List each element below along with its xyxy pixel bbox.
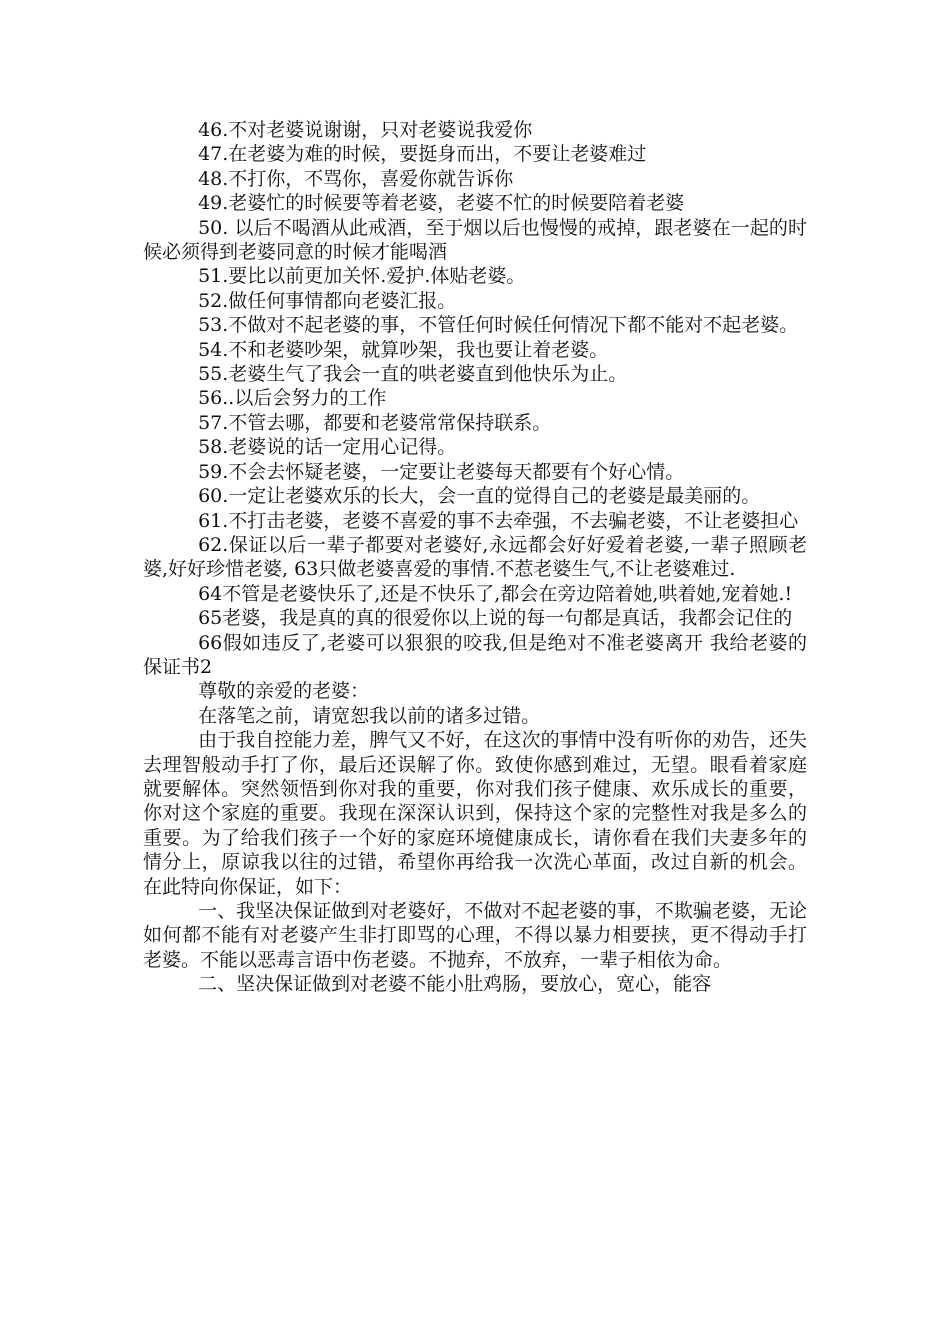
paragraph-62-63: 62.保证以后一辈子都要对老婆好,永远都会好好爱着老婆,一辈子照顾老婆,好好珍惜老婆, 63只做老婆喜爱的事情.不惹老婆生气,不让老婆难过. <box>143 533 807 581</box>
paragraph-54: 54.不和老婆吵架，就算吵架，我也要让着老婆。 <box>198 338 609 361</box>
paragraph-50: 50. 以后不喝酒从此戒酒，至于烟以后也慢慢的戒掉，跟老婆在一起的时候必须得到老婆同意的时候才能喝酒 <box>143 216 807 264</box>
paragraph-53: 53.不做对不起老婆的事，不管任何时候任何情况下都不能对不起老婆。 <box>198 314 799 337</box>
document-page <box>143 118 807 997</box>
paragraph-59: 59.不会去怀疑老婆，一定要让老婆每天都要有个好心情。 <box>198 460 685 483</box>
paragraph-52: 52.做任何事情都向老婆汇报。 <box>198 289 457 312</box>
paragraph-55: 55.老婆生气了我会一直的哄老婆直到他快乐为止。 <box>198 363 628 386</box>
paragraph-66: 66假如违反了,老婆可以狠狠的咬我,但是绝对不准老婆离开 我给老婆的保证书2 <box>143 631 807 678</box>
paragraph-49: 49.老婆忙的时候要等着老婆，老婆不忙的时候要陪着老婆 <box>198 192 685 215</box>
paragraph-64: 64不管是老婆快乐了,还是不快乐了,都会在旁边陪着她,哄着她,宠着她.! <box>198 582 793 605</box>
letter-salutation: 尊敬的亲爱的老婆： <box>198 680 370 703</box>
paragraph-47: 47.在老婆为难的时候，要挺身而出，不要让老婆难过 <box>198 143 647 166</box>
paragraph-65: 65老婆，我是真的真的很爱你以上说的每一句都是真话，我都会记住的 <box>198 607 793 630</box>
letter-body: 由于我自控能力差，脾气又不好，在这次的事情中没有听你的劝告，还失去理智般动手打了你，最后还误解了你。致使你感到难过，无望。眼看着家庭就要解体。突然领悟到你对我的重要，你对我们孩子健康、欢乐成长的重要，你对这个家庭的重要。我现在深深认识到，保持这个家的完整性对我是多么的重要。为了给我们孩子一个好的家庭环境健康成长，请你看在我们夫妻多年的情分上，原谅我以往的过错，希望你再给我一次洗心革面，改过自新的机会。在此特向你保证，如下： <box>143 729 807 898</box>
paragraph-46: 46.不对老婆说谢谢，只对老婆说我爱你 <box>198 119 533 141</box>
pledge-item-1: 一、我坚决保证做到对老婆好，不做对不起老婆的事，不欺骗老婆，无论如何都不能有对老婆产生非打即骂的心理，不得以暴力相要挟，更不得动手打老婆。不能以恶毒言语中伤老婆。不抛弃，不放弃，一辈子相依为命。 <box>143 900 807 971</box>
paragraph-48: 48.不打你，不骂你，喜爱你就告诉你 <box>198 167 514 190</box>
paragraph-61: 61.不打击老婆，老婆不喜爱的事不去牵强，不去骗老婆，不让老婆担心 <box>198 509 799 532</box>
paragraph-51: 51.要比以前更加关怀.爱护.体贴老婆。 <box>198 265 526 288</box>
letter-opening: 在落笔之前，请宽恕我以前的诸多过错。 <box>198 704 541 727</box>
paragraph-57: 57.不管去哪，都要和老婆常常保持联系。 <box>198 411 552 434</box>
paragraph-58: 58.老婆说的话一定用心记得。 <box>198 436 457 459</box>
pledge-item-2: 二、坚决保证做到对老婆不能小肚鸡肠，要放心，宽心，能容 <box>198 973 712 996</box>
paragraph-60: 60.一定让老婆欢乐的长大，会一直的觉得自己的老婆是最美丽的。 <box>198 485 761 508</box>
paragraph-56: 56..以后会努力的工作 <box>198 387 387 410</box>
